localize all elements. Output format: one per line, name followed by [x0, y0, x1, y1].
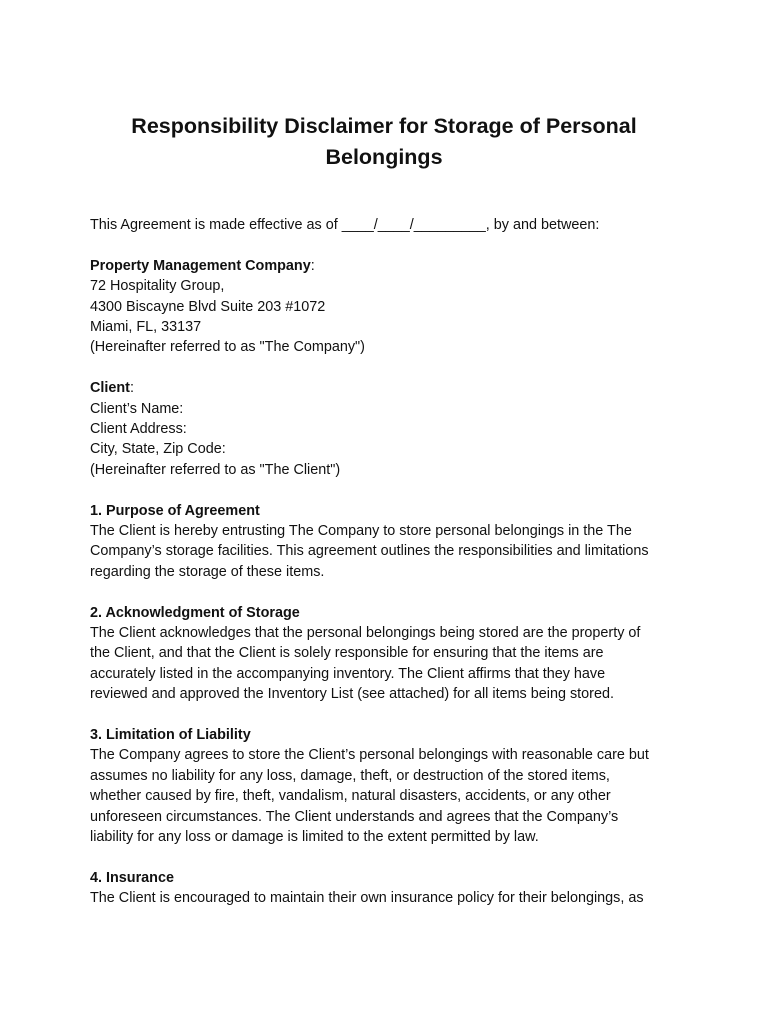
section-heading: 1. Purpose of Agreement	[90, 502, 260, 519]
client-heading-line	[90, 378, 678, 398]
section-liability	[90, 725, 678, 847]
section-heading: 2. Acknowledgment of Storage	[90, 604, 300, 621]
client-reference: (Hereinafter referred to as "The Client")	[90, 461, 341, 478]
section-insurance	[90, 868, 678, 909]
company-heading-colon: :	[310, 257, 315, 274]
company-city: Miami, FL, 33137	[90, 319, 202, 336]
section-body	[90, 745, 678, 847]
document-title	[90, 0, 678, 173]
section-line: The Client is hereby entrusting The Company to store personal belongings in the The	[90, 523, 632, 540]
document-title-line-1: Responsibility Disclaimer for Storage of Personal	[131, 114, 637, 138]
section-line: unforeseen circumstances. The Client understands and agrees that the Company’s	[90, 808, 619, 825]
section-body	[90, 888, 678, 908]
section-line: Company’s storage facilities. This agreement outlines the responsibilities and limitations	[90, 543, 649, 560]
company-heading: Property Management Company	[90, 257, 311, 274]
client-city-field: City, State, Zip Code:	[90, 441, 226, 458]
section-line: regarding the storage of these items.	[90, 563, 325, 580]
client-name-field: Client’s Name:	[90, 400, 184, 417]
client-address-field: Client Address:	[90, 421, 187, 438]
company-name: 72 Hospitality Group,	[90, 278, 225, 295]
section-line: assumes no liability for any loss, damage, theft, or destruction of the stored items,	[90, 767, 610, 784]
document-title-line-2: Belongings	[325, 145, 443, 169]
section-line: The Client is encouraged to maintain their own insurance policy for their belongings, as	[90, 890, 644, 907]
section-purpose	[90, 501, 678, 583]
section-body	[90, 521, 678, 582]
company-reference: (Hereinafter referred to as "The Company")	[90, 339, 365, 356]
company-heading-line	[90, 256, 678, 276]
section-line: liability for any loss or damage is limited to the extent permitted by law.	[90, 829, 539, 846]
company-street: 4300 Biscayne Blvd Suite 203 #1072	[90, 298, 326, 315]
section-heading: 3. Limitation of Liability	[90, 727, 251, 744]
section-line: the Client, and that the Client is solely responsible for ensuring that the items are	[90, 645, 604, 662]
client-heading: Client	[90, 380, 130, 397]
client-block	[90, 378, 678, 480]
section-line: accurately listed in the accompanying inventory. The Client affirms that they have	[90, 665, 606, 682]
section-line: whether caused by fire, theft, vandalism, natural disasters, accidents, or any other	[90, 788, 611, 805]
section-line: The Client acknowledges that the personal belongings being stored are the property of	[90, 625, 641, 642]
company-block	[90, 256, 678, 358]
client-heading-colon: :	[129, 380, 134, 397]
section-acknowledgment	[90, 603, 678, 705]
agreement-intro: This Agreement is made effective as of ____/____/_________, by and between:	[90, 217, 600, 233]
section-body	[90, 623, 678, 705]
section-line: The Company agrees to store the Client’s personal belongings with reasonable care but	[90, 747, 649, 764]
section-heading: 4. Insurance	[90, 869, 174, 886]
section-line: reviewed and approved the Inventory List (see attached) for all items being stored.	[90, 686, 614, 703]
